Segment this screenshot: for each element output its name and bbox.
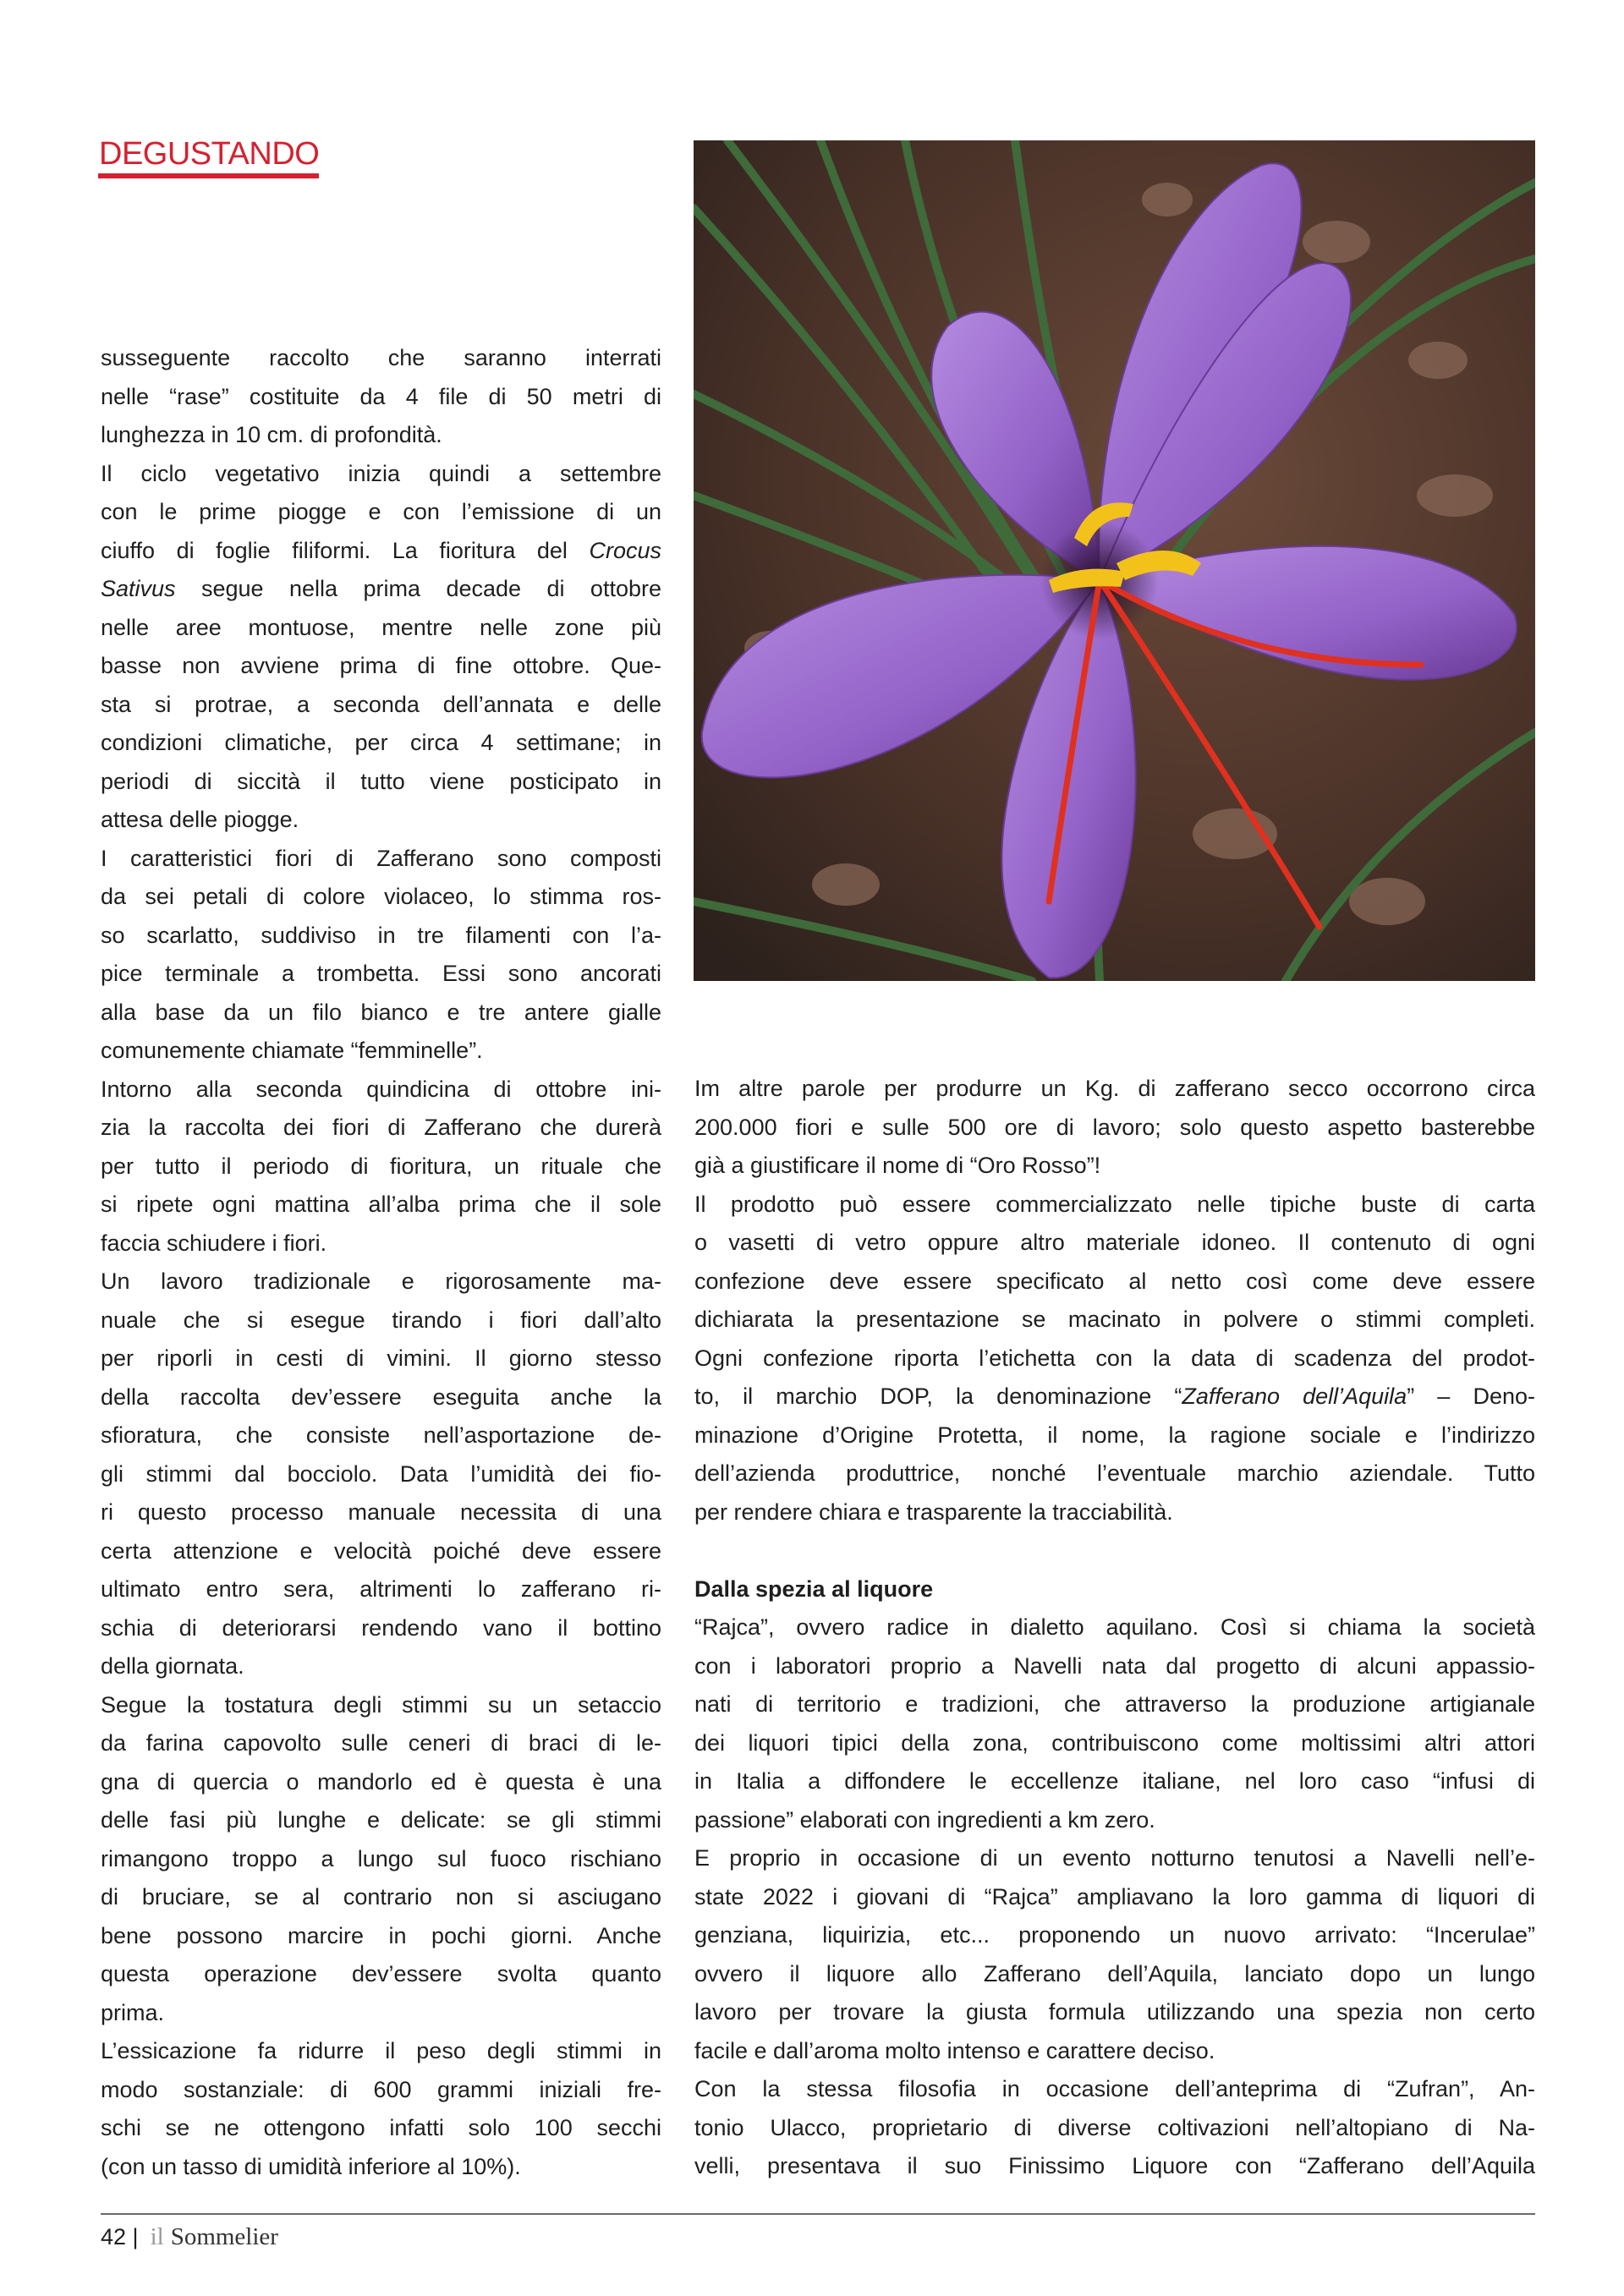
italic-text: Sativus	[101, 576, 176, 601]
text-line: della giornata.	[101, 1653, 244, 1679]
text-line: dichiarata la presentazione se macinato in polvere o stimmi completi.	[694, 1307, 1535, 1332]
text-segment: segue nella prima decade di ottobre	[175, 576, 661, 601]
text-line: certa attenzione e velocità poiché deve essere	[101, 1537, 661, 1564]
text-line: da farina capovolto sulle ceneri di braci di le-	[101, 1730, 661, 1756]
paragraph	[101, 455, 661, 840]
text-line: gli stimmi dal bocciolo. Data l’umidità dei fio-	[101, 1460, 661, 1487]
text-line: in Italia a diffondere le eccellenze italiane, nel loro caso “infusi di	[694, 1768, 1535, 1794]
text-line: di bruciare, se al contrario non si asciugano	[101, 1884, 661, 1910]
text-line: nelle “rase” costituite da 4 file di 50 metri di	[101, 383, 661, 409]
page-footer	[101, 2222, 278, 2252]
paragraph	[694, 1186, 1535, 1532]
magazine-name: Sommelier	[170, 2223, 278, 2250]
text-line: L’essicazione fa ridurre il peso degli stimmi in	[101, 2038, 661, 2063]
text-line: tonio Ulacco, proprietario di diverse coltivazioni nell’altopiano di Na-	[694, 2114, 1535, 2140]
text-line: Im altre parole per produrre un Kg. di zafferano secco occorrono circa	[694, 1076, 1535, 1101]
text-line: Il prodotto può essere commercializzato nelle tipiche buste di carta	[694, 1191, 1535, 1217]
text-line: schi se ne ottengono infatti solo 100 secchi	[101, 2115, 661, 2140]
text-line	[101, 570, 661, 609]
right-text-column	[694, 1070, 1535, 2186]
text-line: susseguente raccolto che saranno interrati	[101, 345, 661, 370]
text-line: ultimato entro sera, altrimenti lo zafferano ri-	[101, 1576, 661, 1602]
text-line: nuale che si esegue tirando i fiori dall’alto	[101, 1307, 661, 1333]
text-line: confezione deve essere specificato al netto così come deve essere	[694, 1268, 1535, 1294]
saffron-flower-photo	[694, 140, 1535, 981]
text-line: so scarlatto, suddiviso in tre filamenti con l’a-	[101, 922, 661, 948]
paragraph	[694, 2070, 1535, 2186]
italic-text: Zafferano dell’Aquila	[1182, 1384, 1407, 1409]
text-line: pice terminale a trombetta. Essi sono ancorati	[101, 961, 661, 986]
text-line: Segue la tostatura degli stimmi su un setaccio	[101, 1691, 661, 1718]
subheading: Dalla spezia al liquore	[694, 1575, 934, 1602]
text-line: delle fasi più lunghe e delicate: se gli stimmi	[101, 1807, 661, 1833]
text-line: Un lavoro tradizionale e rigorosamente ma-	[101, 1269, 661, 1294]
paragraph	[694, 1070, 1535, 1186]
text-line: “Rajca”, ovvero radice in dialetto aquilano. Così si chiama la società	[694, 1614, 1535, 1640]
text-line: per rendere chiara e trasparente la tracciabilità.	[694, 1499, 1173, 1525]
text-segment: ” – Deno-	[1407, 1384, 1535, 1409]
text-line: 200.000 fiori e sulle 500 ore di lavoro; solo questo aspetto basterebbe	[694, 1114, 1535, 1140]
text-line: per tutto il periodo di fioritura, un rituale che	[101, 1153, 661, 1179]
text-line: schia di deteriorarsi rendendo vano il bottino	[101, 1614, 661, 1641]
spacer	[694, 1532, 1535, 1570]
text-line: questa operazione dev’essere svolta quanto	[101, 1961, 661, 1986]
text-line: Il ciclo vegetativo inizia quindi a settembre	[101, 460, 661, 486]
text-line: o vasetti di vetro oppure altro materiale idoneo. Il contenuto di ogni	[694, 1230, 1535, 1255]
paragraph	[101, 1263, 661, 1686]
footer-divider	[101, 2213, 1535, 2215]
paragraph	[694, 1839, 1535, 2070]
text-line: ri questo processo manuale necessita di una	[101, 1499, 661, 1525]
text-line: con le prime piogge e con l’emissione di un	[101, 499, 661, 524]
text-line: velli, presentava il suo Finissimo Liquore con “Zafferano dell’Aquila	[694, 2153, 1535, 2178]
text-line: per riporli in cesti di vimini. Il giorno stesso	[101, 1345, 661, 1371]
text-line: della raccolta dev’essere eseguita anche la	[101, 1384, 661, 1410]
text-line: minazione d’Origine Protetta, il nome, la ragione sociale e l’indirizzo	[694, 1422, 1535, 1448]
text-line: con i laboratori proprio a Navelli nata dal progetto di alcuni appassio-	[694, 1652, 1535, 1679]
italic-text: Crocus	[589, 537, 661, 563]
text-line: Ogni confezione riporta l’etichetta con la data di scadenza del prodot-	[694, 1345, 1535, 1371]
page-number: 42 |	[101, 2224, 139, 2249]
text-line: passione” elaborati con ingredienti a km zero.	[694, 1806, 1155, 1833]
text-line: attesa delle piogge.	[101, 807, 299, 832]
paragraph	[101, 2032, 661, 2186]
text-line: da sei petali di colore violaceo, lo stimma ros-	[101, 884, 661, 909]
text-line: basse non avviene prima di fine ottobre. Que-	[101, 653, 661, 678]
text-line: modo sostanziale: di 600 grammi iniziali fre-	[101, 2076, 661, 2102]
text-line	[694, 1378, 1535, 1417]
text-line: (con un tasso di umidità inferiore al 10%).	[101, 2153, 521, 2179]
text-line: facile e dall’aroma molto intenso e carattere deciso.	[694, 2037, 1215, 2063]
text-line: già a giustificare il nome di “Oro Rosso”!	[694, 1153, 1101, 1178]
text-line: dei liquori tipici della zona, contribuiscono come moltissimi altri attori	[694, 1729, 1535, 1756]
text-segment: to, il marchio DOP, la denominazione “	[694, 1384, 1182, 1409]
paragraph	[694, 1608, 1535, 1839]
left-text-column	[101, 339, 661, 2186]
text-segment: ciuffo di foglie filiformi. La fioritura del	[101, 537, 590, 563]
text-line: Intorno alla seconda quindicina di ottobre ini-	[101, 1076, 661, 1102]
text-line: sta si protrae, a seconda dell’annata e delle	[101, 691, 661, 717]
text-line: alla base da un filo bianco e tre antere gialle	[101, 999, 661, 1025]
paragraph	[101, 1071, 661, 1263]
text-line: nelle aree montuose, mentre nelle zone più	[101, 614, 661, 640]
text-line: nati di territorio e tradizioni, che attraverso la produzione artigianale	[694, 1691, 1535, 1717]
text-line: zia la raccolta dei fiori di Zafferano che durerà	[101, 1115, 661, 1140]
text-line: lunghezza in 10 cm. di profondità.	[101, 422, 442, 447]
text-line: E proprio in occasione di un evento notturno tenutosi a Navelli nell’e-	[694, 1845, 1535, 1871]
text-line: faccia schiudere i fiori.	[101, 1230, 327, 1256]
text-line: lavoro per trovare la giusta formula utilizzando una spezia non certo	[694, 1999, 1535, 2025]
paragraph	[101, 1686, 661, 2033]
text-line: genziana, liquirizia, etc... proponendo un nuovo arrivato: “Incerulae”	[694, 1922, 1535, 1948]
text-line: bene possono marcire in pochi giorni. Anche	[101, 1922, 661, 1948]
text-line: periodi di siccità il tutto viene posticipato in	[101, 768, 661, 794]
text-line: gna di quercia o mandorlo ed è questa è una	[101, 1768, 661, 1795]
text-line: dell’azienda produttrice, nonché l’eventuale marchio aziendale. Tutto	[694, 1460, 1535, 1486]
text-line: I caratteristici fiori di Zafferano sono composti	[101, 845, 661, 871]
section-title: DEGUSTANDO	[99, 136, 320, 172]
text-line: ovvero il liquore allo Zafferano dell’Aquila, lanciato dopo un lungo	[694, 1960, 1535, 1986]
paragraph	[101, 840, 661, 1071]
magazine-prefix: il	[150, 2223, 164, 2250]
text-line: sfioratura, che consiste nell’asportazione de-	[101, 1422, 661, 1448]
section-underline	[98, 173, 319, 178]
text-line: prima.	[101, 1999, 165, 2025]
text-line: si ripete ogni mattina all’alba prima che il sole	[101, 1192, 661, 1217]
text-line	[101, 532, 661, 571]
paragraph	[101, 339, 661, 455]
text-line: condizioni climatiche, per circa 4 settimane; in	[101, 730, 661, 755]
text-line: Con la stessa filosofia in occasione dell’anteprima di “Zufran”, An-	[694, 2076, 1535, 2101]
text-line: rimangono troppo a lungo sul fuoco rischiano	[101, 1845, 661, 1871]
text-line: state 2022 i giovani di “Rajca” ampliavano la loro gamma di liquori di	[694, 1883, 1535, 1910]
text-line: comunemente chiamate “femminelle”.	[101, 1038, 483, 1063]
